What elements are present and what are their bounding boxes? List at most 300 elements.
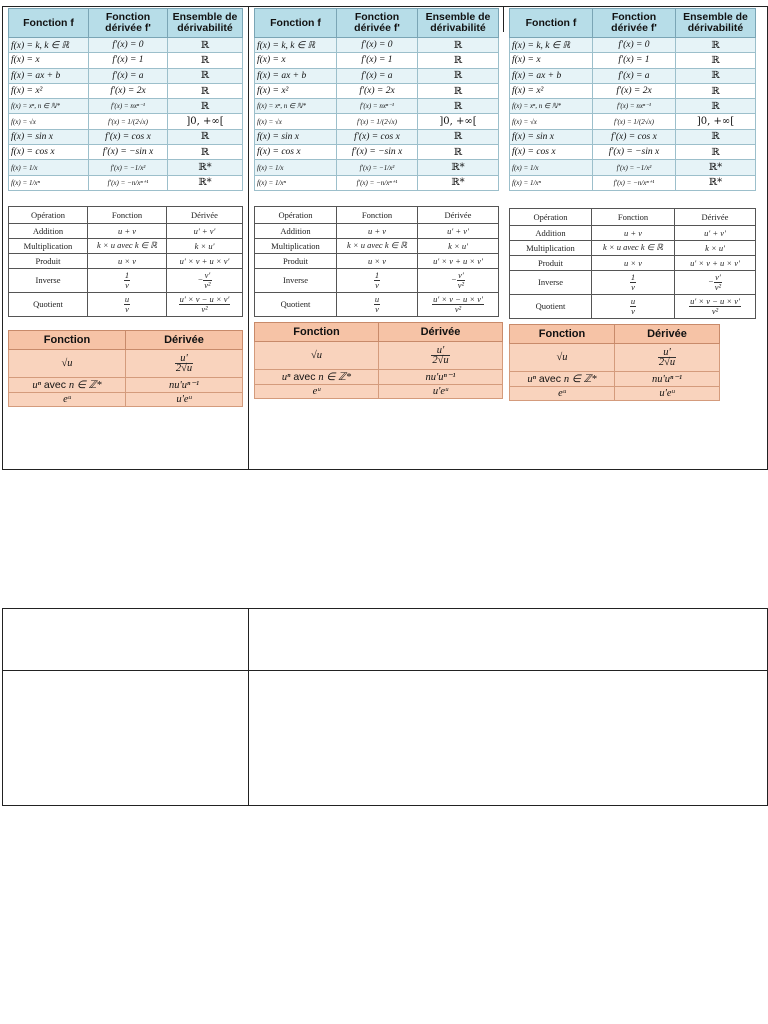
table-row [9, 392, 243, 406]
function-cell [337, 268, 418, 292]
derivative-fraction-numerator: u' [658, 348, 676, 358]
function-cell: f(x) = 1/xⁿ [510, 175, 593, 190]
composite-table [254, 322, 503, 399]
function-cell: f(x) = cos x [9, 145, 89, 160]
derivative-fraction-denominator: v² [204, 279, 211, 290]
function-fraction-numerator: u [374, 293, 380, 304]
derivative-cell: f'(x) = −n/xⁿ⁺¹ [89, 175, 168, 190]
table-row [255, 68, 499, 83]
header-domain: Ensemble de dérivabilité [168, 9, 243, 38]
header-row [510, 208, 756, 225]
operations-header-2: Dérivée [418, 206, 499, 223]
derivative-table [8, 8, 243, 191]
domain-cell: ℝ [418, 99, 499, 114]
function-cell: f(x) = √x [255, 114, 337, 129]
function-cell: f(x) = sin x [9, 129, 89, 144]
header-derivative: Fonction dérivée f' [593, 9, 676, 38]
domain-cell: ℝ [418, 53, 499, 68]
operation-name: Inverse [255, 268, 337, 292]
function-expression: √u [556, 351, 568, 363]
function-cell [9, 392, 126, 406]
table-row [9, 377, 243, 392]
derivative-cell [675, 294, 756, 318]
function-cell: k × u avec k ∈ ℝ [337, 238, 418, 253]
derivative-cell: f'(x) = −1/x² [89, 160, 168, 175]
derivative-cell: f'(x) = −sin x [593, 145, 676, 160]
table-row [9, 349, 243, 377]
domain-cell: ℝ [418, 129, 499, 144]
header-domain: Ensemble de dérivabilité [418, 9, 499, 38]
table-row [255, 268, 499, 292]
domain-cell: ]0, +∞[ [168, 114, 243, 129]
derivative-expression: u'eᵘ [432, 385, 449, 397]
header-row [9, 330, 243, 349]
function-expression: eᵘ [558, 387, 566, 399]
operation-name: Produit [510, 255, 592, 270]
function-cell [255, 384, 379, 398]
function-cell: f(x) = 1/xⁿ [255, 175, 337, 190]
table-row [510, 99, 756, 114]
derivative-fraction-numerator: u' × v − u × v' [179, 293, 230, 304]
function-cell: f(x) = cos x [510, 145, 593, 160]
function-cell: f(x) = 1/x [255, 160, 337, 175]
derivative-cell: f'(x) = cos x [337, 129, 418, 144]
derivative-fraction [714, 273, 722, 292]
function-cell: f(x) = x [255, 53, 337, 68]
operation-name: Addition [255, 223, 337, 238]
table-row [9, 223, 243, 238]
domain-cell: ℝ [418, 68, 499, 83]
domain-cell: ℝ [168, 83, 243, 98]
derivative-expression: u'eᵘ [176, 393, 192, 405]
function-cell: u + v [88, 223, 167, 238]
table-row [255, 145, 499, 160]
function-cell: f(x) = x² [255, 83, 337, 98]
domain-cell: ℝ [168, 38, 243, 53]
function-fraction [630, 273, 636, 292]
header-derivative: Fonction dérivée f' [337, 9, 418, 38]
domain-cell: ]0, +∞[ [418, 114, 499, 129]
derivative-cell [379, 369, 503, 384]
table-row [255, 114, 499, 129]
operations-header-0: Opération [255, 206, 337, 223]
table-row [255, 238, 499, 253]
derivative-cell: f'(x) = −n/xⁿ⁺¹ [593, 175, 676, 190]
domain-cell: ℝ [418, 38, 499, 53]
function-fraction-numerator: 1 [124, 269, 130, 280]
derivative-fraction [658, 348, 676, 367]
header-row [255, 322, 503, 341]
derivative-fraction-denominator: v² [454, 303, 462, 314]
derivative-cell [379, 341, 503, 369]
operations-header-1: Fonction [88, 206, 167, 223]
header-row [255, 206, 499, 223]
derivative-fraction [689, 297, 741, 316]
derivative-expression: u'eᵘ [659, 387, 675, 399]
top-grid-divider-2 [503, 6, 504, 32]
table-row [510, 145, 756, 160]
bottom-grid-divider [248, 608, 249, 805]
function-expression: uⁿ [527, 373, 536, 385]
derivative-cell [126, 392, 243, 406]
derivative-cell: f'(x) = 0 [593, 38, 676, 53]
derivative-cell: k × u' [167, 238, 243, 253]
derivative-cell: f'(x) = 2x [593, 83, 676, 98]
function-expression: uⁿ [281, 371, 291, 383]
operation-name: Addition [9, 223, 88, 238]
function-cell [9, 349, 126, 377]
function-cell: f(x) = k, k ∈ ℝ [510, 38, 593, 53]
derivative-cell: f'(x) = 1/(2√x) [89, 114, 168, 129]
operations-table [509, 208, 756, 319]
table-row [9, 38, 243, 53]
function-fraction-denominator: v [125, 303, 129, 314]
table-row [255, 38, 499, 53]
derivative-cell [167, 292, 243, 316]
condition-set: n ∈ ℤ* [318, 371, 352, 383]
function-cell [255, 369, 379, 384]
condition-text: avec [290, 370, 319, 383]
derivative-cell: f'(x) = 1 [593, 53, 676, 68]
function-fraction-denominator: v [375, 303, 379, 314]
table-row [9, 145, 243, 160]
domain-cell: ℝ [418, 145, 499, 160]
derivative-fraction-denominator: v² [714, 281, 722, 292]
function-cell: f(x) = ax + b [9, 68, 89, 83]
table-row [9, 68, 243, 83]
header-function: Fonction f [255, 9, 337, 38]
derivative-fraction-numerator: u' [175, 354, 193, 364]
operations-header-0: Opération [510, 208, 592, 225]
function-fraction [630, 297, 636, 316]
composite-table [8, 330, 243, 407]
table-row [255, 223, 499, 238]
domain-cell: ℝ [676, 129, 756, 144]
table-row [510, 83, 756, 98]
domain-cell: ℝ [676, 38, 756, 53]
minus-sign: − [450, 274, 457, 285]
operations-header-0: Opération [9, 206, 88, 223]
top-grid-divider-1 [248, 6, 249, 469]
domain-cell: ℝ* [168, 175, 243, 190]
function-cell: u × v [592, 255, 675, 270]
function-cell: f(x) = 1/x [510, 160, 593, 175]
function-cell: f(x) = x² [9, 83, 89, 98]
derivative-fraction-numerator: v' [715, 271, 721, 282]
minus-sign: − [707, 276, 714, 287]
function-cell [592, 270, 675, 294]
derivative-fraction-numerator: u' × v − u × v' [433, 293, 483, 304]
condition-set: n ∈ ℤ* [563, 373, 597, 385]
derivative-cell: f'(x) = a [337, 68, 418, 83]
derivative-cell: u' × v + u × v' [418, 253, 499, 268]
function-cell: u + v [592, 225, 675, 240]
derivative-cell: f'(x) = 1/(2√x) [337, 114, 418, 129]
table-row [9, 160, 243, 175]
domain-cell: ℝ* [676, 175, 756, 190]
derivative-cell: f'(x) = −1/x² [337, 160, 418, 175]
derivative-fraction [432, 295, 484, 314]
function-expression: √u [310, 349, 322, 361]
table-row [9, 129, 243, 144]
function-fraction-denominator: v [125, 279, 129, 290]
header-domain: Ensemble de dérivabilité [676, 9, 756, 38]
function-cell: u × v [88, 253, 167, 268]
bottom-grid-row-divider [2, 670, 767, 671]
operation-name: Multiplication [9, 238, 88, 253]
function-cell: k × u avec k ∈ ℝ [88, 238, 167, 253]
function-cell: f(x) = cos x [255, 145, 337, 160]
derivative-cell: f'(x) = −sin x [337, 145, 418, 160]
composite-table [509, 324, 720, 401]
function-cell: f(x) = 1/x [9, 160, 89, 175]
function-fraction-denominator: v [631, 305, 635, 316]
domain-cell: ℝ* [418, 160, 499, 175]
derivative-cell: f'(x) = cos x [593, 129, 676, 144]
operation-name: Quotient [510, 294, 592, 318]
function-cell [592, 294, 675, 318]
function-cell: f(x) = x [9, 53, 89, 68]
derivative-fraction [203, 271, 211, 290]
function-cell [88, 292, 167, 316]
table-row [255, 175, 499, 190]
table-row [9, 175, 243, 190]
function-cell: f(x) = 1/xⁿ [9, 175, 89, 190]
derivative-cell: f'(x) = a [593, 68, 676, 83]
derivative-cell: u' + v' [675, 225, 756, 240]
function-expression: eᵘ [312, 385, 321, 397]
operation-name: Multiplication [255, 238, 337, 253]
condition-text: avec [535, 372, 564, 385]
domain-cell: ℝ [676, 99, 756, 114]
function-expression: uⁿ [32, 379, 41, 391]
operation-name: Quotient [9, 292, 88, 316]
derivative-cell: f'(x) = nxⁿ⁻¹ [89, 99, 168, 114]
derivative-cell [379, 384, 503, 398]
derivative-fraction-denominator: v² [457, 279, 465, 290]
table-row [510, 343, 720, 371]
column-2 [254, 8, 498, 399]
function-fraction-numerator: u [124, 293, 130, 304]
derivative-cell: f'(x) = nxⁿ⁻¹ [593, 99, 676, 114]
function-cell [510, 343, 615, 371]
table-row [510, 38, 756, 53]
function-cell: f(x) = x [510, 53, 593, 68]
minus-sign: − [197, 274, 204, 285]
operation-name: Addition [510, 225, 592, 240]
function-fraction [124, 295, 130, 314]
function-cell: f(x) = xⁿ, n ∈ ℕ* [255, 99, 337, 114]
header-function: Fonction f [9, 9, 89, 38]
derivative-table [509, 8, 756, 191]
function-cell: f(x) = sin x [510, 129, 593, 144]
derivative-cell [126, 377, 243, 392]
table-row [510, 225, 756, 240]
table-row [255, 83, 499, 98]
derivative-cell: f'(x) = 1/(2√x) [593, 114, 676, 129]
domain-cell: ]0, +∞[ [676, 114, 756, 129]
table-row [255, 160, 499, 175]
function-expression: eᵘ [63, 393, 71, 405]
function-cell: f(x) = xⁿ, n ∈ ℕ* [9, 99, 89, 114]
composite-header-1: Dérivée [379, 322, 503, 341]
condition-text: avec [40, 378, 69, 391]
function-cell: f(x) = √x [510, 114, 593, 129]
function-cell: f(x) = k, k ∈ ℝ [255, 38, 337, 53]
header-derivative: Fonction dérivée f' [89, 9, 168, 38]
derivative-cell: f'(x) = nxⁿ⁻¹ [337, 99, 418, 114]
table-row [510, 240, 756, 255]
domain-cell: ℝ* [676, 160, 756, 175]
function-cell [510, 371, 615, 386]
derivative-cell [418, 268, 499, 292]
column-3 [509, 8, 755, 401]
operations-table [8, 206, 243, 317]
bottom-grid-frame [2, 608, 768, 806]
composite-header-1: Dérivée [126, 330, 243, 349]
derivative-cell: f'(x) = −n/xⁿ⁺¹ [337, 175, 418, 190]
table-row [510, 386, 720, 400]
table-row [510, 53, 756, 68]
table-row [255, 53, 499, 68]
table-row [510, 255, 756, 270]
domain-cell: ℝ [168, 53, 243, 68]
operation-name: Quotient [255, 292, 337, 316]
function-cell: k × u avec k ∈ ℝ [592, 240, 675, 255]
condition-set: n ∈ ℤ* [68, 379, 102, 391]
derivative-cell: f'(x) = 1 [337, 53, 418, 68]
derivative-fraction-numerator: u' [431, 346, 449, 356]
table-row [9, 292, 243, 316]
derivative-cell: u' + v' [418, 223, 499, 238]
function-cell: f(x) = xⁿ, n ∈ ℕ* [510, 99, 593, 114]
domain-cell: ℝ [676, 83, 756, 98]
composite-header-1: Dérivée [615, 324, 720, 343]
composite-header-0: Fonction [255, 322, 379, 341]
table-row [510, 160, 756, 175]
derivative-cell [418, 292, 499, 316]
function-cell: f(x) = √x [9, 114, 89, 129]
derivative-cell: u' × v + u × v' [675, 255, 756, 270]
derivative-cell: f'(x) = cos x [89, 129, 168, 144]
derivative-cell [615, 343, 720, 371]
operation-name: Produit [9, 253, 88, 268]
composite-header-0: Fonction [510, 324, 615, 343]
table-row [510, 175, 756, 190]
derivative-cell: f'(x) = a [89, 68, 168, 83]
derivative-cell: f'(x) = −sin x [89, 145, 168, 160]
header-row [9, 206, 243, 223]
table-row [255, 384, 503, 398]
derivative-cell: k × u' [675, 240, 756, 255]
table-row [255, 129, 499, 144]
derivative-cell [126, 349, 243, 377]
derivative-fraction [179, 295, 231, 314]
table-row [255, 253, 499, 268]
operation-name: Inverse [9, 268, 88, 292]
function-cell: f(x) = ax + b [255, 68, 337, 83]
derivative-fraction-numerator: u' × v − u × v' [690, 295, 740, 306]
function-cell: f(x) = ax + b [510, 68, 593, 83]
table-row [255, 292, 499, 316]
derivative-fraction [175, 354, 193, 373]
function-cell: u + v [337, 223, 418, 238]
column-1 [8, 8, 242, 407]
function-cell: f(x) = x² [510, 83, 593, 98]
domain-cell: ℝ* [418, 175, 499, 190]
derivative-fraction [457, 271, 465, 290]
operations-header-2: Dérivée [167, 206, 243, 223]
derivative-cell [615, 386, 720, 400]
domain-cell: ℝ [168, 129, 243, 144]
derivative-cell: f'(x) = 2x [89, 83, 168, 98]
function-cell [510, 386, 615, 400]
table-row [255, 341, 503, 369]
function-fraction [124, 271, 130, 290]
function-expression: √u [61, 357, 73, 369]
function-cell [9, 377, 126, 392]
domain-cell: ℝ [168, 145, 243, 160]
operations-table [254, 206, 499, 317]
operations-header-2: Dérivée [675, 208, 756, 225]
table-row [255, 99, 499, 114]
table-row [510, 68, 756, 83]
function-fraction-numerator: u [630, 295, 636, 306]
derivative-fraction-denominator: 2√u [175, 362, 193, 374]
derivative-fraction-denominator: v² [201, 303, 208, 314]
table-row [9, 238, 243, 253]
operation-name: Multiplication [510, 240, 592, 255]
derivative-expression: nu'uⁿ⁻¹ [169, 379, 199, 391]
domain-cell: ℝ [418, 83, 499, 98]
function-fraction-denominator: v [375, 279, 379, 290]
table-row [9, 99, 243, 114]
table-row [9, 253, 243, 268]
derivative-cell: f'(x) = −1/x² [593, 160, 676, 175]
table-row [510, 371, 720, 386]
operation-name: Produit [255, 253, 337, 268]
composite-header-0: Fonction [9, 330, 126, 349]
domain-cell: ℝ [676, 145, 756, 160]
table-row [9, 53, 243, 68]
derivative-cell: f'(x) = 2x [337, 83, 418, 98]
table-row [255, 369, 503, 384]
function-cell [337, 292, 418, 316]
header-function: Fonction f [510, 9, 593, 38]
function-fraction-numerator: 1 [374, 269, 380, 280]
derivative-fraction-numerator: v' [204, 269, 211, 280]
derivative-cell: u' + v' [167, 223, 243, 238]
table-row [9, 268, 243, 292]
derivative-cell: f'(x) = 0 [89, 38, 168, 53]
table-row [510, 270, 756, 294]
derivative-expression: nu'uⁿ⁻¹ [652, 373, 682, 385]
operation-name: Inverse [510, 270, 592, 294]
table-row [510, 129, 756, 144]
function-cell: f(x) = k, k ∈ ℝ [9, 38, 89, 53]
derivative-expression: nu'uⁿ⁻¹ [425, 371, 456, 383]
derivative-cell [167, 268, 243, 292]
function-cell [88, 268, 167, 292]
operations-header-1: Fonction [337, 206, 418, 223]
domain-cell: ℝ [168, 99, 243, 114]
table-row [510, 294, 756, 318]
function-fraction [374, 271, 380, 290]
derivative-cell: f'(x) = 1 [89, 53, 168, 68]
derivative-fraction-denominator: 2√u [658, 356, 676, 368]
derivative-fraction-denominator: 2√u [432, 354, 449, 366]
function-fraction-numerator: 1 [630, 271, 636, 282]
